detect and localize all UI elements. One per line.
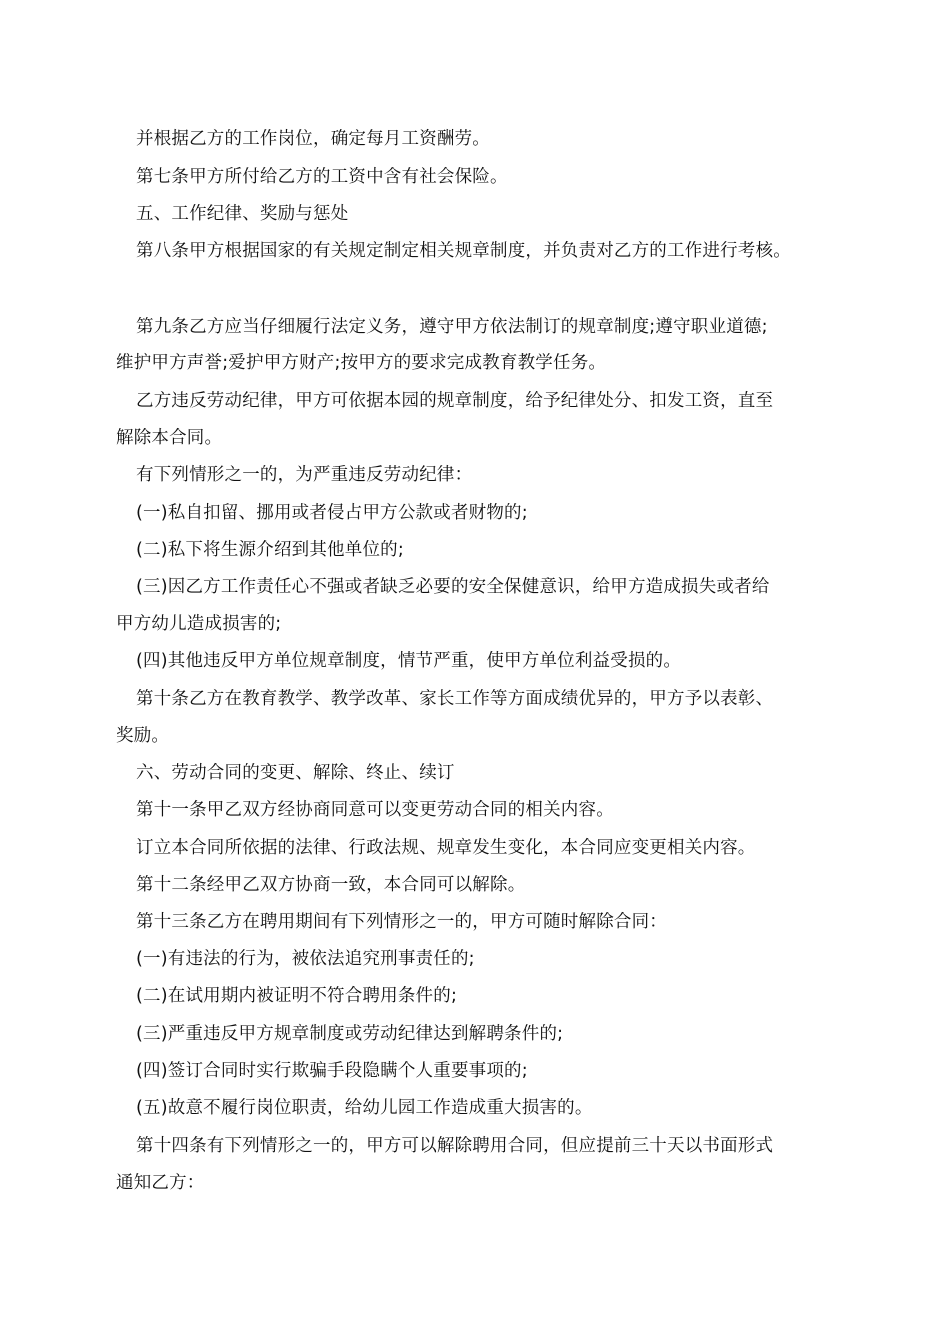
section-heading: 五、工作纪律、奖励与惩处 xyxy=(136,204,349,224)
text-line: 第十条乙方在教育教学、教学改革、家长工作等方面成绩优异的，甲方予以表彰、 xyxy=(136,689,774,709)
list-item: (二)在试用期内被证明不符合聘用条件的; xyxy=(136,986,458,1006)
list-item: (四)其他违反甲方单位规章制度，情节严重，使甲方单位利益受损的。 xyxy=(136,651,682,671)
text-line: 奖励。 xyxy=(116,726,170,746)
text-line: 第十三条乙方在聘用期间有下列情形之一的，甲方可随时解除合同： xyxy=(136,912,667,932)
list-item: (三)因乙方工作责任心不强或者缺乏必要的安全保健意识，给甲方造成损失或者给 xyxy=(136,577,770,597)
list-item: (二)私下将生源介绍到其他单位的; xyxy=(136,540,404,560)
text-line: 并根据乙方的工作岗位，确定每月工资酬劳。 xyxy=(136,129,490,149)
text-line: 乙方违反劳动纪律，甲方可依据本园的规章制度，给予纪律处分、扣发工资，直至 xyxy=(136,391,774,411)
text-line: 第七条甲方所付给乙方的工资中含有社会保险。 xyxy=(136,167,508,187)
text-line: 有下列情形之一的，为严重违反劳动纪律： xyxy=(136,465,473,485)
text-line: 甲方幼儿造成损害的; xyxy=(116,614,282,634)
list-item: (一)有违法的行为，被依法追究刑事责任的; xyxy=(136,949,475,969)
text-line: 第十四条有下列情形之一的，甲方可以解除聘用合同，但应提前三十天以书面形式 xyxy=(136,1136,774,1156)
text-line: 通知乙方： xyxy=(116,1173,205,1193)
text-line: 解除本合同。 xyxy=(116,428,223,448)
list-item: (三)严重违反甲方规章制度或劳动纪律达到解聘条件的; xyxy=(136,1024,564,1044)
list-item: (五)故意不履行岗位职责，给幼儿园工作造成重大损害的。 xyxy=(136,1098,593,1118)
text-line: 第十一条甲乙双方经协商同意可以变更劳动合同的相关内容。 xyxy=(136,800,614,820)
text-line: 订立本合同所依据的法律、行政法规、规章发生变化，本合同应变更相关内容。 xyxy=(136,838,756,858)
section-heading: 六、劳动合同的变更、解除、终止、续订 xyxy=(136,763,455,783)
text-line: 维护甲方声誉;爱护甲方财产;按甲方的要求完成教育教学任务。 xyxy=(116,353,607,373)
text-line: 第八条甲方根据国家的有关规定制定相关规章制度，并负责对乙方的工作进行考核。 xyxy=(136,241,791,261)
list-item: (一)私自扣留、挪用或者侵占甲方公款或者财物的; xyxy=(136,503,528,523)
text-line: 第十二条经甲乙双方协商一致，本合同可以解除。 xyxy=(136,875,526,895)
text-line: 第九条乙方应当仔细履行法定义务，遵守甲方依法制订的规章制度;遵守职业道德; xyxy=(136,317,768,337)
list-item: (四)签订合同时实行欺骗手段隐瞒个人重要事项的; xyxy=(136,1061,528,1081)
